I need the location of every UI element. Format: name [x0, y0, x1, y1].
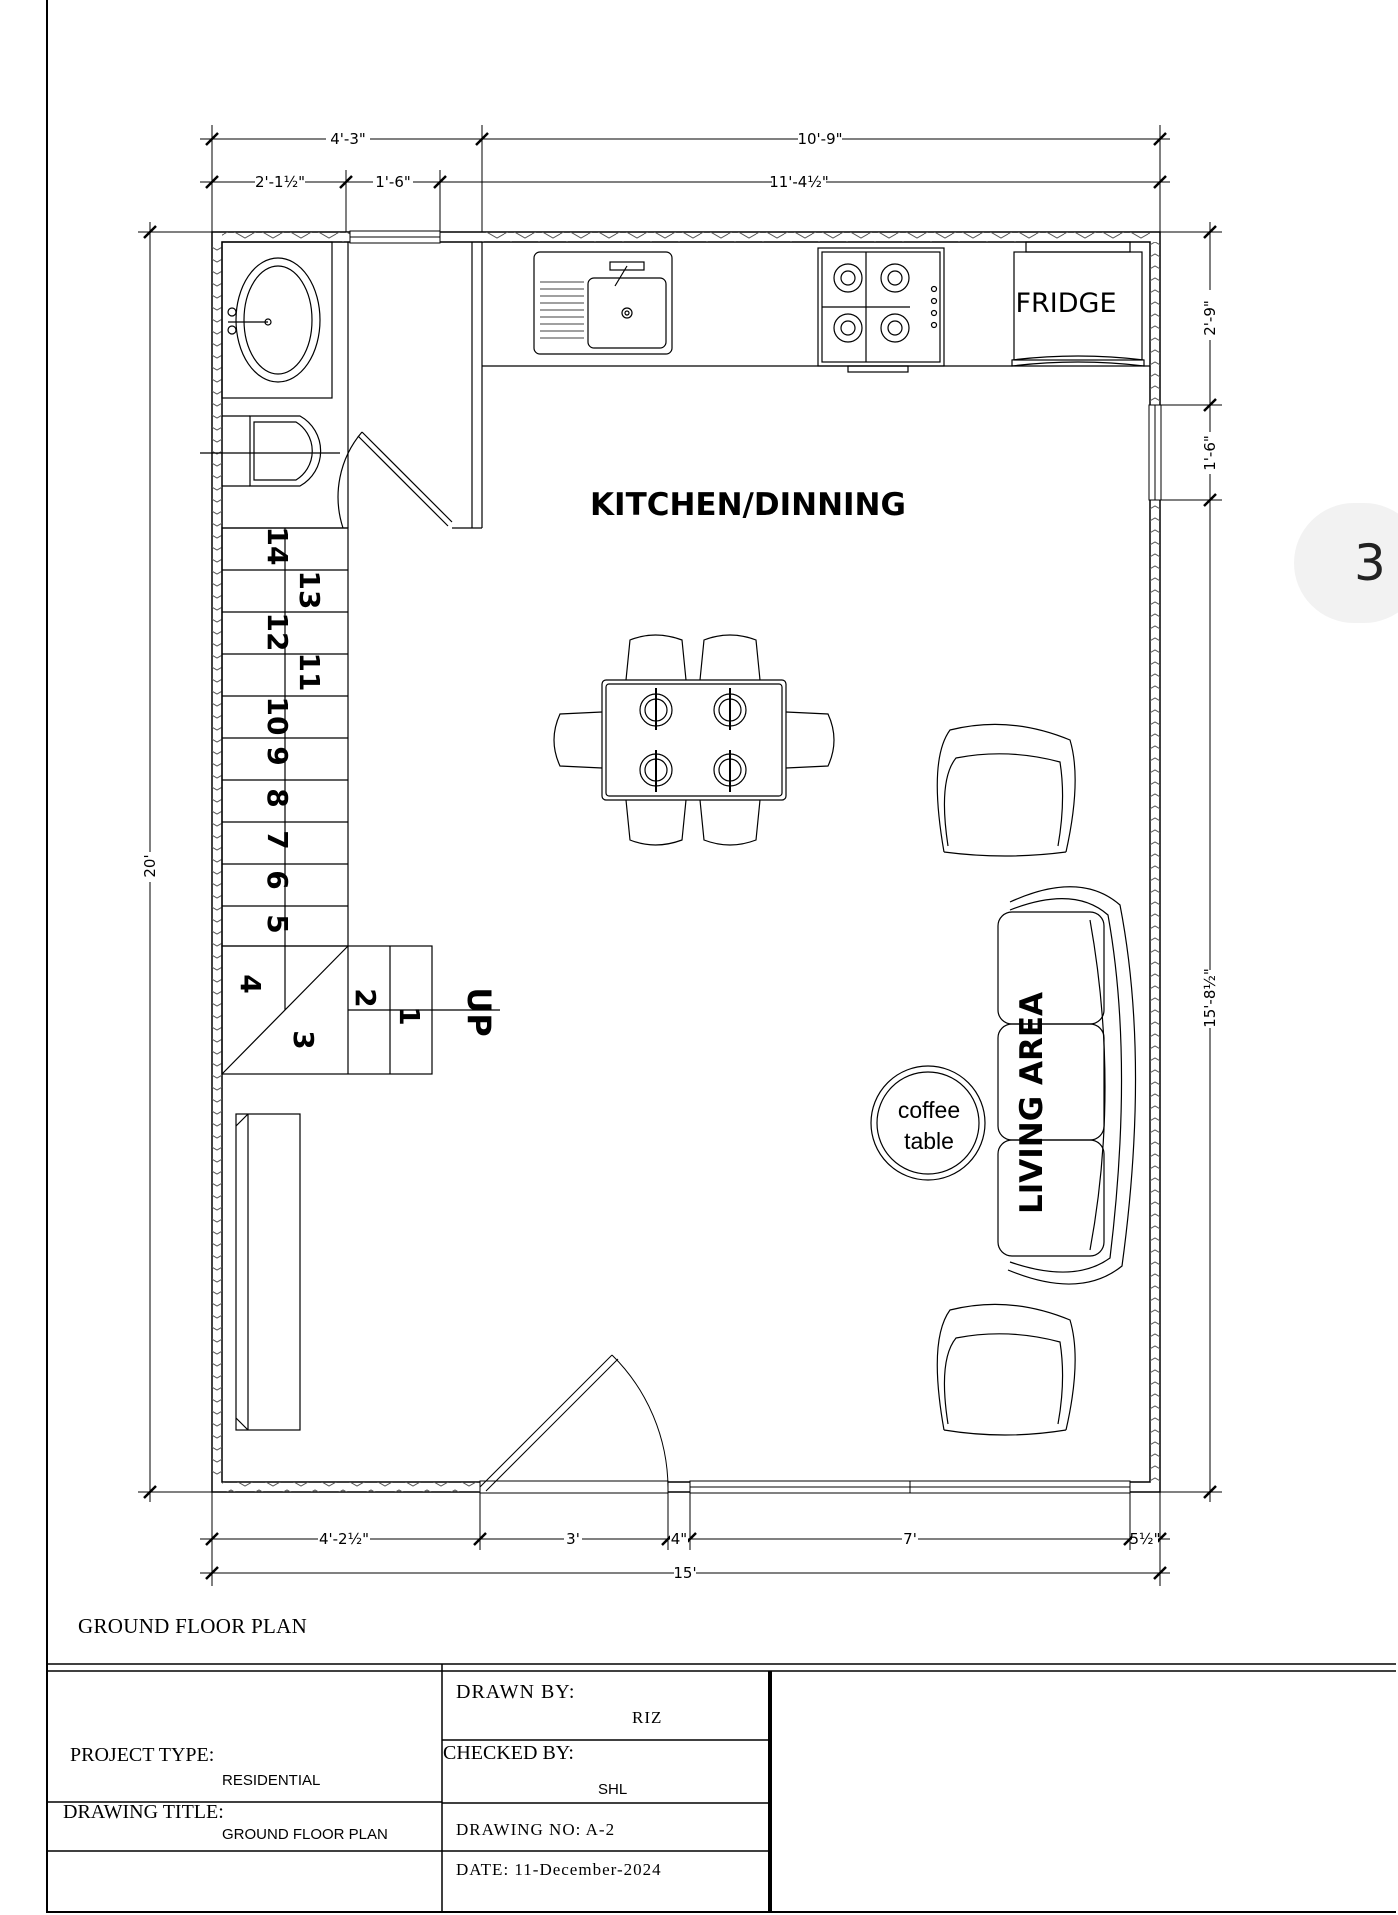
stair-number-14: 14: [261, 526, 294, 566]
stair-number-2: 2: [349, 988, 382, 1008]
drawing-date: DATE: 11-December-2024: [456, 1860, 662, 1879]
stair-number-3: 3: [287, 1030, 320, 1050]
stair-number-4: 4: [234, 974, 267, 994]
dim-bottom-b: 3': [566, 1530, 580, 1548]
dim-left: 20': [141, 854, 159, 878]
stair-number-13: 13: [293, 570, 326, 610]
dim-top-c: 2'-1½": [254, 173, 306, 191]
dim-right-b: 1'-6": [1201, 435, 1219, 471]
dim-bottom-total: 15': [673, 1564, 697, 1582]
checked-by-label: CHECKED BY:: [443, 1742, 574, 1764]
stair-number-11: 11: [293, 652, 326, 692]
dim-top-a: 4'-3": [330, 130, 366, 148]
page-number: 3: [1354, 534, 1386, 592]
main-door: [480, 1355, 668, 1491]
stair-numbers: [234, 527, 498, 1050]
coffee-table-label-line1: coffee: [897, 1097, 961, 1123]
stair-number-9: 9: [261, 746, 294, 766]
project-type-value: RESIDENTIAL: [222, 1772, 321, 1789]
drawing-title-label: DRAWING TITLE:: [63, 1801, 224, 1823]
dim-top-e: 11'-4½": [769, 173, 829, 191]
dimension-lines: [138, 125, 1222, 1586]
room-label-living: LIVING AREA: [1014, 991, 1050, 1215]
drawing-title-value: GROUND FLOOR PLAN: [222, 1826, 388, 1843]
bathroom: [200, 242, 482, 528]
room-label-kitchen: KITCHEN/DINNING: [590, 487, 906, 523]
stair-number-7: 7: [261, 830, 294, 850]
fridge-label: FRIDGE: [1015, 288, 1117, 319]
stair-number-10: 10: [261, 696, 294, 736]
dim-bottom-a: 4'-2½": [318, 1530, 370, 1548]
dim-bottom-e: 5½": [1129, 1530, 1161, 1548]
exterior-walls: [212, 232, 1160, 1492]
stair-number-1: 1: [393, 1006, 426, 1026]
checked-by-value: SHL: [598, 1781, 628, 1798]
dim-top-b: 10'-9": [797, 130, 843, 148]
project-type-label: PROJECT TYPE:: [70, 1744, 215, 1766]
drawn-by-value: RIZ: [632, 1708, 663, 1727]
tv-unit: [236, 1114, 300, 1430]
dim-top-d: 1'-6": [375, 173, 411, 191]
coffee-table-label-line2: table: [904, 1128, 954, 1154]
dim-right-a: 2'-9": [1201, 300, 1219, 336]
dim-bottom-c: 4": [670, 1530, 688, 1548]
stair-number-5: 5: [261, 914, 294, 934]
stair-number-8: 8: [261, 788, 294, 808]
drawing-number: DRAWING NO: A-2: [456, 1820, 616, 1839]
stair-number-12: 12: [261, 612, 294, 652]
plan-caption: GROUND FLOOR PLAN: [78, 1614, 308, 1638]
coffee-table: [871, 1066, 985, 1180]
drawn-by-label: DRAWN BY:: [456, 1681, 576, 1703]
dim-bottom-d: 7': [903, 1530, 917, 1548]
stair-number-6: 6: [261, 870, 294, 890]
dim-right-c: 15'-8½": [1201, 968, 1219, 1028]
armchairs: [937, 724, 1075, 1435]
dining-table: [554, 635, 834, 845]
stair-up-label: UP: [460, 987, 498, 1037]
